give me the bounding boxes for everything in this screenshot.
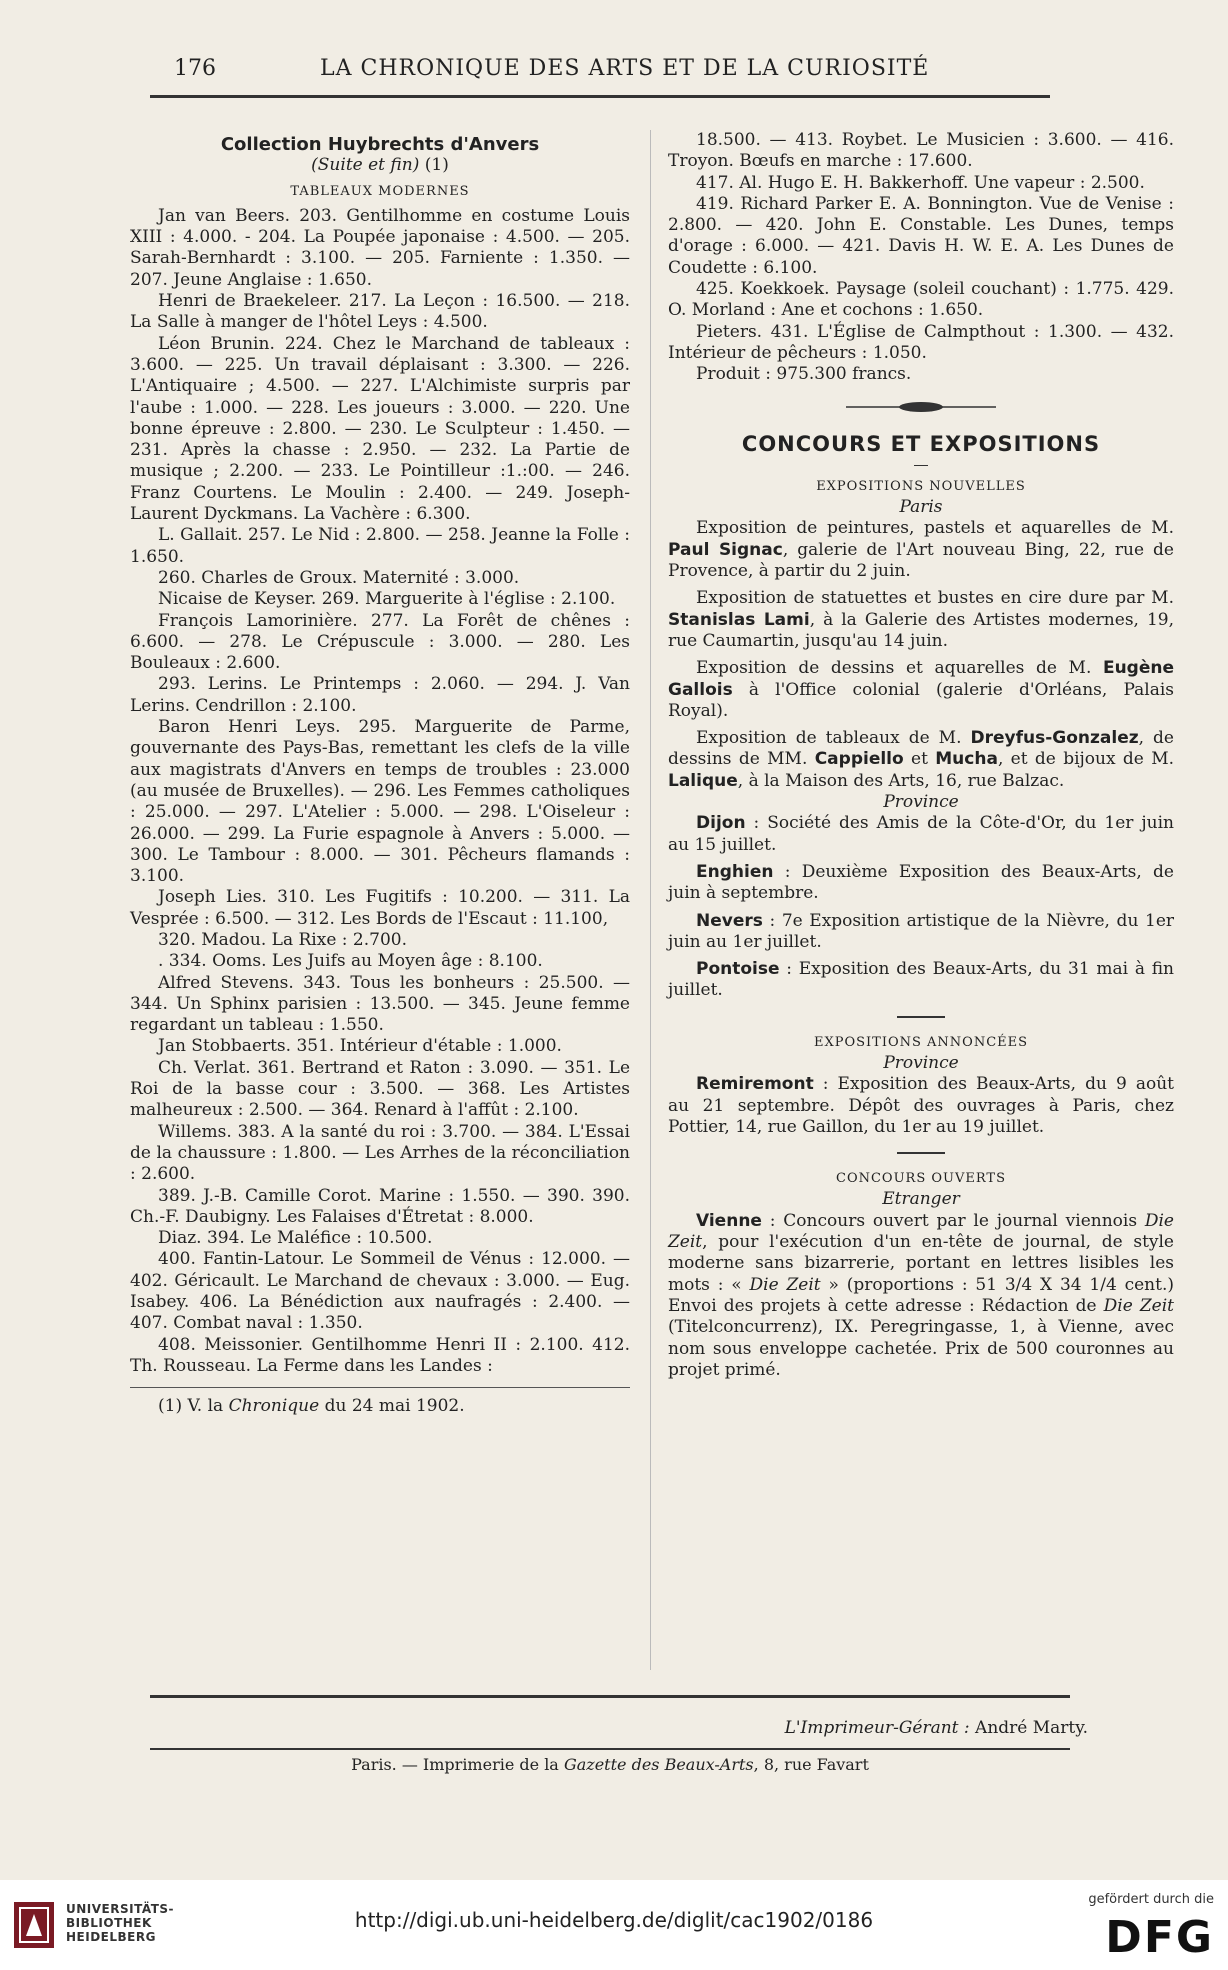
- para-dijon: Dijon : Société des Amis de la Côte-d'Or, du 1er juin au 15 juillet.: [668, 813, 1174, 855]
- heading-expo-nouvelles: EXPOSITIONS NOUVELLES: [816, 478, 1026, 494]
- short-rule-3: [897, 1152, 945, 1154]
- para-vienne: Vienne : Concours ouvert par le journal viennois Die Zeit, pour l'exécution d'un en-tête de journal, de style moderne sans bizarrerie, portant en lettres lisibles les mots : « Die Zeit » (proportions : 51 3/4 X 34 1/4 cent.) Envoi des projets à cette adresse : Rédaction de Die Zeit (Titelconcurrenz), IX. Peregringasse, 1, à Vienne, avec nom sous enveloppe cachetée. Prix de 500 couronnes au projet primé.: [668, 1210, 1174, 1380]
- left-paragraph: Nicaise de Keyser. 269. Marguerite à l'église : 2.100.: [158, 589, 616, 610]
- left-paragraph: 389. J.-B. Camille Corot. Marine : 1.550. — 390. 390. Ch.-F. Daubigny. Les Falaises d'Étretat : 8.000.: [130, 1185, 630, 1227]
- left-paragraph: Diaz. 394. Le Maléfice : 10.500.: [158, 1228, 433, 1249]
- right-paragraph: 18.500. — 413. Roybet. Le Musicien : 3.600. — 416. Troyon. Bœufs en marche : 17.600.: [668, 130, 1174, 172]
- section-heading-modernes: TABLEAUX MODERNES: [290, 183, 470, 199]
- short-rule-2: [897, 1016, 945, 1018]
- bottom-rule-2: [150, 1748, 1070, 1750]
- province-label-2: Province: [883, 1052, 959, 1073]
- left-paragraph: Ch. Verlat. 361. Bertrand et Raton : 3.090. — 351. Le Roi de la basse cour : 3.500. — 368. Les Artistes malheureux : 2.500. — 364. Renard à l'affût : 2.100.: [130, 1057, 630, 1121]
- para-enghien: Enghien : Deuxième Exposition des Beaux-Arts, de juin à septembre.: [668, 861, 1174, 904]
- left-paragraph: Léon Brunin. 224. Chez le Marchand de tableaux : 3.600. — 225. Un travail déplaisant : 3.300. — 226. L'Antiquaire ; 4.500. — 227. L'Alchimiste surpris par l'aube : 1.000. — 228. Les joueurs : 3.000. — 220. Une bonne épreuve : 2.800. — 230. Le Sculpteur : 1.450. — 231. Après la chasse : 2.950. — 232. La Partie de musique ; 2.200. — 233. Le Pointilleur :1.:00. — 246. Franz Courtens. Le Moulin : 2.400. — 249. Joseph-Laurent Dyckmans. La Vachère : 6.300.: [130, 333, 630, 525]
- left-paragraph: 293. Lerins. Le Printemps : 2.060. — 294. J. Van Lerins. Cendrillon : 2.100.: [130, 674, 630, 716]
- right-paragraph: 419. Richard Parker E. A. Bonnington. Vue de Venise : 2.800. — 420. John E. Constable. Les Dunes, temps d'orage : 6.000. — 421. Davis H. W. E. A. Les Dunes de Coudette : 6.100.: [668, 193, 1174, 278]
- right-paragraph: Pieters. 431. L'Église de Calmpthout : 1.300. — 432. Intérieur de pêcheurs : 1.050.: [668, 321, 1174, 363]
- etranger-label: Etranger: [882, 1189, 960, 1210]
- header-rule: [150, 95, 1050, 98]
- running-title: LA CHRONIQUE DES ARTS ET DE LA CURIOSITÉ: [320, 56, 930, 81]
- left-paragraph: Jan van Beers. 203. Gentilhomme en costume Louis XIII : 4.000. - 204. La Poupée japonaise : 4.500. — 205. Sarah-Bernhardt : 3.100. — 205. Farniente : 1.350. — 207. Jeune Anglaise : 1.650.: [130, 205, 630, 290]
- bottom-rule: [150, 1695, 1070, 1698]
- ornament-divider: [846, 400, 996, 414]
- dfg-funding-note: gefördert durch die: [1088, 1892, 1214, 1907]
- collection-title: Collection Huybrechts d'Anvers: [220, 134, 540, 155]
- para-pontoise: Pontoise : Exposition des Beaux-Arts, du 31 mai à fin juillet.: [668, 959, 1174, 1001]
- left-paragraph: Willems. 383. A la santé du roi : 3.700. — 384. L'Essai de la chaussure : 1.800. — Les Arrhes de la réconciliation : 2.600.: [130, 1121, 630, 1185]
- left-paragraph: 408. Meissonier. Gentilhomme Henri II : 2.100. 412. Th. Rousseau. La Ferme dans les Landes :: [130, 1334, 630, 1376]
- para-signac: Exposition de peintures, pastels et aquarelles de M. Paul Signac, galerie de l'Art nouveau Bing, 22, rue de Provence, à partir du 2 juin.: [668, 518, 1174, 582]
- right-paragraph: 417. Al. Hugo E. H. Bakkerhoff. Une vapeur : 2.500.: [696, 172, 1145, 193]
- university-name: UNIVERSITÄTS- BIBLIOTHEK HEIDELBERG: [66, 1902, 175, 1944]
- short-rule: [914, 465, 928, 466]
- province-label: Province: [883, 792, 959, 813]
- left-paragraph: Baron Henri Leys. 295. Marguerite de Parme, gouvernante des Pays-Bas, remettant les clefs de la ville aux magistrats d'Anvers en temps de troubles : 23.000 (au musée de Bruxelles). — 296. Les Femmes catholiques : 25.000. — 297. L'Atelier : 5.000. — 298. L'Oiseleur : 26.000. — 299. La Furie espagnole à Anvers : 5.000. — 300. Le Tambour : 8.000. — 301. Pêcheurs flamands : 3.100.: [130, 717, 630, 887]
- signature-line: L'Imprimeur-Gérant : André Marty.: [784, 1718, 1088, 1738]
- footnote: (1) V. la Chronique du 24 mai 1902.: [158, 1396, 465, 1417]
- source-url-link[interactable]: http://digi.ub.uni-heidelberg.de/diglit/cac1902/0186: [354, 1908, 874, 1932]
- right-paragraph-list: [668, 130, 1174, 386]
- page-number: 176: [174, 56, 216, 81]
- imprint-line: Paris. — Imprimerie de la Gazette des Beaux-Arts, 8, rue Favart: [351, 1755, 869, 1774]
- dfg-logo: DFG: [1105, 1912, 1214, 1963]
- para-lami: Exposition de statuettes et bustes en cire dure par M. Stanislas Lami, à la Galerie des Artistes modernes, 19, rue Caumartin, jusqu'au 14 juin.: [668, 588, 1174, 651]
- paris-label: Paris: [899, 497, 943, 518]
- left-paragraph: Jan Stobbaerts. 351. Intérieur d'étable : 1.000.: [158, 1036, 562, 1057]
- column-divider: [650, 130, 651, 1670]
- left-paragraph-list: [130, 206, 630, 1377]
- para-remiremont: Remiremont : Exposition des Beaux-Arts, du 9 août au 21 septembre. Dépôt des ouvrages à Paris, chez Pottier, 14, rue Gaillon, du 1er au 19 juillet.: [668, 1074, 1174, 1137]
- section-title-concours: CONCOURS ET EXPOSITIONS: [741, 431, 1101, 456]
- left-paragraph: . 334. Ooms. Les Juifs au Moyen âge : 8.100.: [158, 951, 543, 972]
- left-paragraph: 260. Charles de Groux. Maternité : 3.000.: [158, 567, 520, 588]
- left-column: [130, 130, 630, 1418]
- footer-bar: [0, 1880, 1228, 1970]
- right-paragraph: Produit : 975.300 francs.: [696, 364, 912, 385]
- right-paragraph: 425. Koekkoek. Paysage (soleil couchant) : 1.775. 429. O. Morland : Ane et cochons : 1.650.: [668, 279, 1174, 321]
- footnote-rule: [130, 1387, 630, 1388]
- collection-subtitle: (Suite et fin) (1): [311, 155, 449, 176]
- right-column: [668, 130, 1174, 1381]
- left-paragraph: Alfred Stevens. 343. Tous les bonheurs : 25.500. — 344. Un Sphinx parisien : 13.500. — 345. Jeune femme regardant un tableau : 1.550.: [130, 972, 630, 1036]
- page-header: [170, 50, 1090, 90]
- heading-expo-annoncees: EXPOSITIONS ANNONCÉES: [813, 1034, 1029, 1050]
- para-gallois: Exposition de dessins et aquarelles de M. Eugène Gallois à l'Office colonial (galerie d'Orléans, Palais Royal).: [668, 658, 1174, 721]
- para-dreyfus: Exposition de tableaux de M. Dreyfus-Gonzalez, de dessins de MM. Cappiello et Mucha, et de bijoux de M. Lalique, à la Maison des Arts, 16, rue Balzac.: [668, 728, 1175, 791]
- para-nevers: Nevers : 7e Exposition artistique de la Nièvre, du 1er juin au 1er juillet.: [668, 910, 1174, 952]
- heading-concours-ouverts: CONCOURS OUVERTS: [836, 1171, 1006, 1187]
- left-paragraph: François Lamorinière. 277. La Forêt de chênes : 6.600. — 278. Le Crépuscule : 3.000. — 280. Les Bouleaux : 2.600.: [130, 610, 630, 674]
- left-paragraph: 320. Madou. La Rixe : 2.700.: [158, 929, 407, 950]
- left-paragraph: 400. Fantin-Latour. Le Sommeil de Vénus : 12.000. — 402. Géricault. Le Marchand de chevaux : 3.000. — Eug. Isabey. 406. La Bénédiction aux naufragés : 2.400. — 407. Combat naval : 1.350.: [130, 1249, 630, 1334]
- left-paragraph: Henri de Braekeleer. 217. La Leçon : 16.500. — 218. La Salle à manger de l'hôtel Leys : 4.500.: [130, 291, 630, 333]
- left-paragraph: L. Gallait. 257. Le Nid : 2.800. — 258. Jeanne la Folle : 1.650.: [130, 525, 630, 567]
- left-paragraph: Joseph Lies. 310. Les Fugitifs : 10.200. — 311. La Vesprée : 6.500. — 312. Les Bords de l'Escaut : 11.100,: [130, 887, 630, 929]
